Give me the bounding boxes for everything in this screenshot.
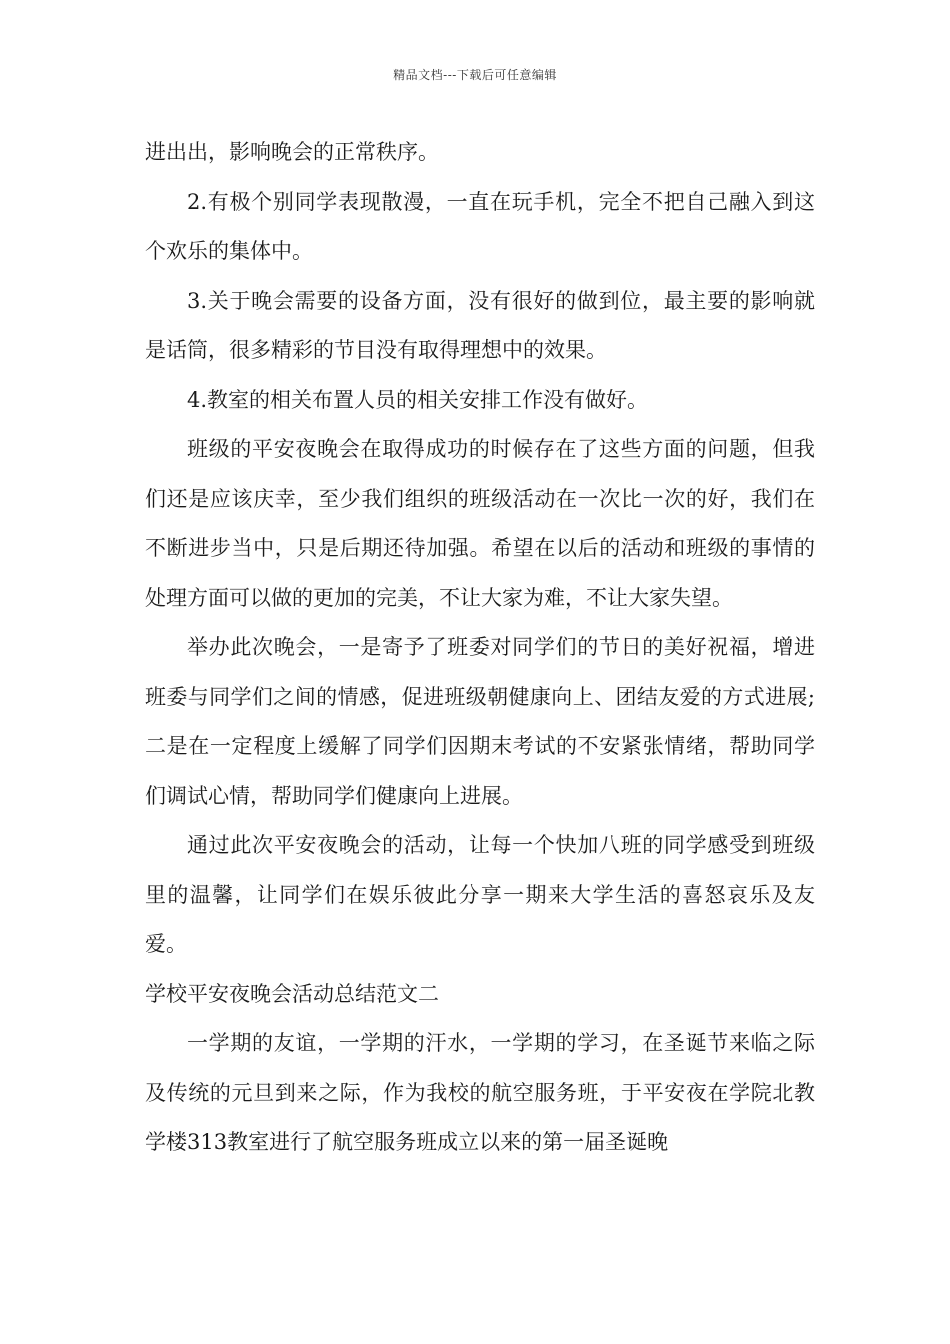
section-heading: 学校平安夜晚会活动总结范文二 xyxy=(145,981,439,1006)
paragraph-issue-2: 2.有极个别同学表现散漫，一直在玩手机，完全不把自己融入到这个欢乐的集体中。 xyxy=(145,189,815,263)
paragraph-reflection: 班级的平安夜晚会在取得成功的时候存在了这些方面的问题，但我们还是应该庆幸，至少我们组织的班级活动在一次比一次的好，我们在不断进步当中，只是后期还待加强。希望在以后的活动和班级的事情的处理方面可以做的更加的完美，不让大家为难，不让大家失望。 xyxy=(145,437,815,610)
page-header: 精品文档---下载后可任意编辑 xyxy=(393,68,557,82)
paragraph-purpose: 举办此次晚会，一是寄予了班委对同学们的节日的美好祝福，增进班委与同学们之间的情感，促进班级朝健康向上、团结友爱的方式进展;二是在一定程度上缓解了同学们因期末考试的不安紧张情绪，帮助同学们调试心情，帮助同学们健康向上进展。 xyxy=(145,635,815,808)
paragraph-continuation: 进出出，影响晚会的正常秩序。 xyxy=(145,140,439,164)
paragraph-conclusion: 通过此次平安夜晚会的活动，让每一个快加八班的同学感受到班级里的温馨，让同学们在娱乐彼此分享一期来大学生活的喜怒哀乐及友爱。 xyxy=(145,833,815,956)
paragraph-issue-3: 3.关于晚会需要的设备方面，没有很好的做到位，最主要的影响就是话筒，很多精彩的节目没有取得理想中的效果。 xyxy=(145,288,815,362)
paragraph-issue-4: 4.教室的相关布置人员的相关安排工作没有做好。 xyxy=(187,387,649,412)
document-body xyxy=(145,128,815,1168)
paragraph-intro-2: 一学期的友谊，一学期的汗水，一学期的学习，在圣诞节来临之际及传统的元旦到来之际，作为我校的航空服务班，于平安夜在学院北教学楼313教室进行了航空服务班成立以来的第一届圣诞晚 xyxy=(145,1031,815,1154)
